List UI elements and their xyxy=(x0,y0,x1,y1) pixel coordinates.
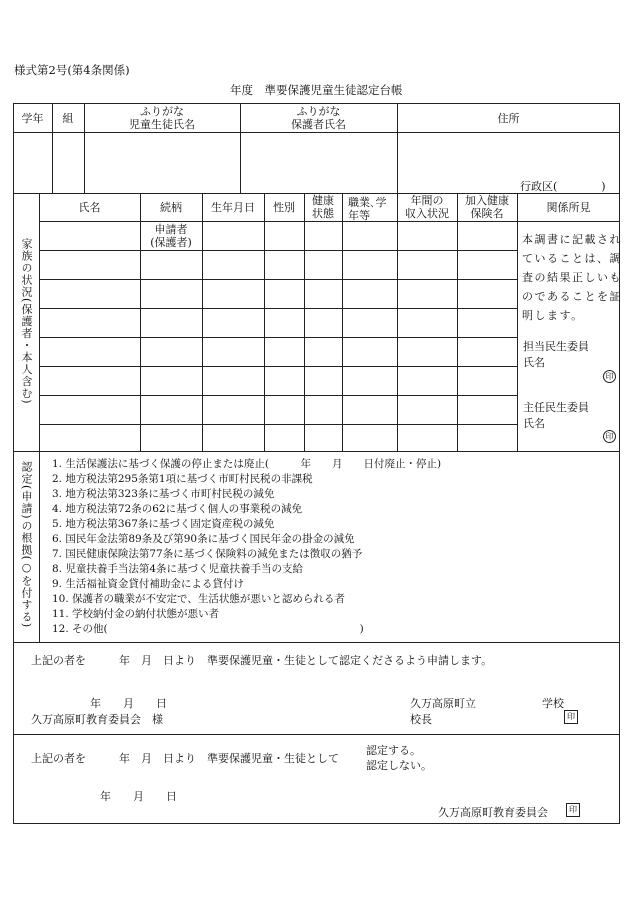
ward-field[interactable]: 行政区( ) xyxy=(520,180,606,193)
chief-seal-icon: 印 xyxy=(603,430,616,443)
application-text: 上記の者を 年 月 日より 準要保護児童・生徒として認定くださるよう申請します。 xyxy=(31,654,493,667)
student-furigana: ふりがな xyxy=(140,105,184,118)
col-health-2: 状態 xyxy=(312,207,334,220)
guardian-name-header: 保護者氏名 xyxy=(291,118,346,131)
col-relation: 続柄 xyxy=(160,201,182,214)
basis-item[interactable]: 6. 国民年金法第89条及び第90条に基づく国民年金の掛金の減免 xyxy=(52,533,355,545)
col-income-2: 収入状況 xyxy=(405,207,449,220)
basis-item[interactable]: 11. 学校納付金の納付状態が悪い者 xyxy=(52,608,220,620)
grade-header: 学年 xyxy=(21,112,44,125)
family-side-label: 家族の状況(保護者・本人含む) xyxy=(20,238,33,405)
application-recipient: 久万高原町教育委員会 様 xyxy=(31,713,163,726)
col-job-1: 職業､学 xyxy=(348,196,387,209)
decision-approve[interactable]: 認定する。 xyxy=(366,744,421,757)
col-health-1: 健康 xyxy=(312,194,334,207)
basis-item[interactable]: 2. 地方税法第295条第1項に基づく市町村民税の非課税 xyxy=(52,473,313,485)
decision-date[interactable]: 年 月 日 xyxy=(100,790,177,803)
basis-item[interactable]: 9. 生活福祉資金貸付補助金による貸付け xyxy=(52,578,244,590)
applicant-guardian-label: (保護者) xyxy=(150,236,192,249)
col-opinion: 関係所見 xyxy=(546,201,591,214)
form-id: 様式第2号(第4条関係) xyxy=(14,63,130,77)
basis-item[interactable]: 12. その他( ) xyxy=(52,623,364,635)
basis-item[interactable]: 8. 児童扶養手当法第4条に基づく児童扶養手当の支給 xyxy=(52,563,304,575)
guardian-furigana: ふりがな xyxy=(296,105,341,118)
board-seal-icon: 印 xyxy=(566,803,580,817)
col-sex: 性別 xyxy=(273,201,295,214)
commissioner-seal-icon: 印 xyxy=(603,370,616,383)
col-insurance-1: 加入健康 xyxy=(465,194,509,207)
col-insurance-2: 保険名 xyxy=(470,207,504,220)
basis-item[interactable]: 4. 地方税法第72条の62に基づく個人の事業税の減免 xyxy=(52,503,303,515)
basis-item[interactable]: 10. 保護者の職業が不安定で、生活状態が悪いと認められる者 xyxy=(52,593,345,605)
decision-reject[interactable]: 認定しない。 xyxy=(366,759,432,772)
student-name-header: 児童生徒氏名 xyxy=(129,118,195,131)
principal-label: 校長 xyxy=(410,713,432,726)
decision-text: 上記の者を 年 月 日より 準要保護児童・生徒として xyxy=(31,752,339,765)
basis-side-label: 認定(申請)の根拠(○を付する) xyxy=(20,461,33,629)
class-header: 組 xyxy=(62,112,74,125)
proof-statement: 本調書に記載されていることは、調査の結果正しいものであることを証明します。 xyxy=(522,233,622,322)
principal-seal-icon: 印 xyxy=(564,710,578,724)
col-name: 氏名 xyxy=(78,201,101,214)
basis-item[interactable]: 1. 生活保護法に基づく保護の停止または廃止( 年 月 日付廃止・停止) xyxy=(52,458,442,470)
commissioner-name-label: 氏名 xyxy=(523,356,545,369)
basis-item[interactable]: 5. 地方税法第367条に基づく固定資産税の減免 xyxy=(52,518,275,530)
page-title: 年度 準要保護児童生徒認定台帳 xyxy=(230,83,403,97)
address-header: 住所 xyxy=(497,112,520,125)
application-date[interactable]: 年 月 日 xyxy=(90,697,167,710)
applicant-label: 申請者 xyxy=(154,223,188,236)
basis-item[interactable]: 3. 地方税法第323条に基づく市町村民税の減免 xyxy=(52,488,275,500)
col-income-1: 年間の xyxy=(410,194,444,207)
chief-name-label: 氏名 xyxy=(523,417,545,430)
school-label: 久万高原町立 学校 xyxy=(410,697,564,710)
chief-commissioner-label: 主任民生委員 xyxy=(523,401,589,414)
basis-item[interactable]: 7. 国民健康保険法第77条に基づく保険料の減免または徴収の猶予 xyxy=(52,548,363,560)
col-job-2: 年等 xyxy=(348,209,370,222)
col-dob: 生年月日 xyxy=(211,201,255,214)
board-label: 久万高原町教育委員会 xyxy=(438,806,548,819)
commissioner-label: 担当民生委員 xyxy=(523,340,589,353)
